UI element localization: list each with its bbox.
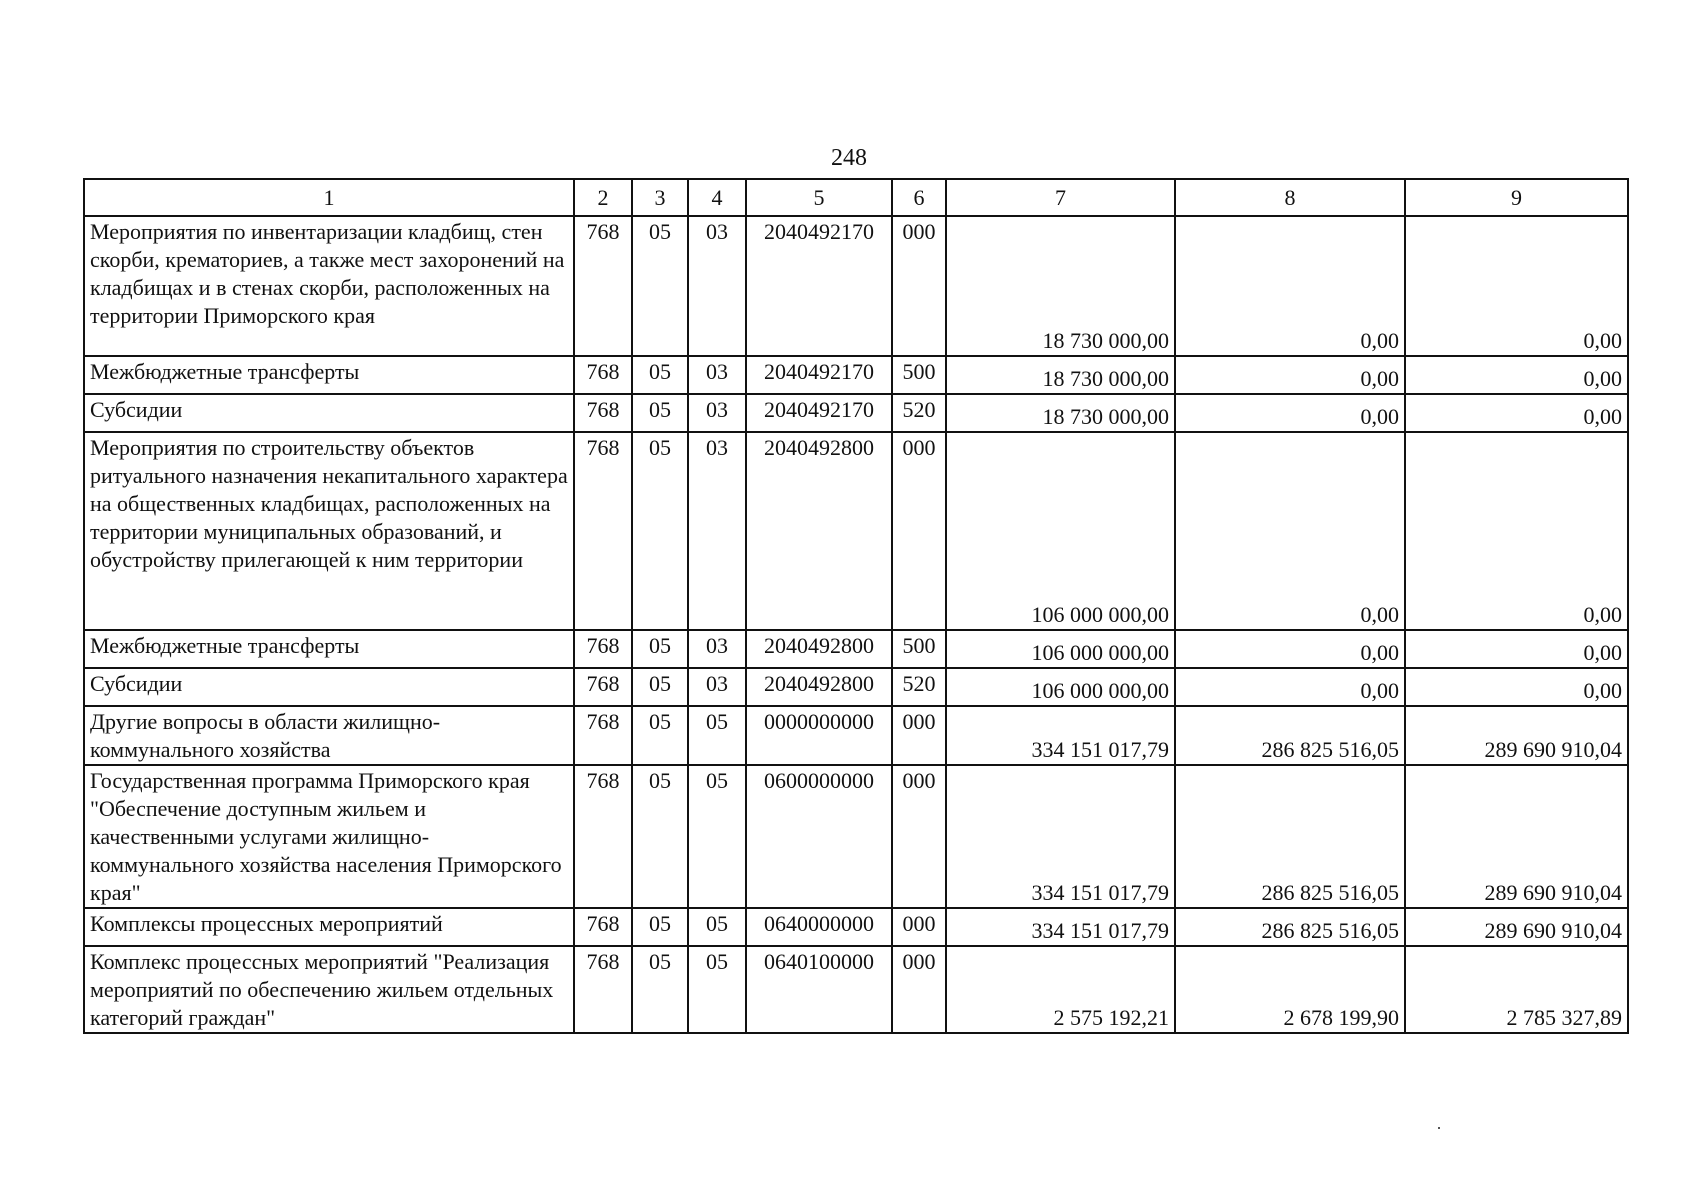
code-col-3: 05: [632, 946, 688, 1033]
code-col-6: 000: [892, 765, 946, 908]
amount-col-7: 334 151 017,79: [946, 908, 1175, 946]
code-col-3: 05: [632, 394, 688, 432]
column-header: 7: [946, 179, 1175, 216]
row-description: Межбюджетные трансферты: [84, 356, 574, 394]
code-col-2: 768: [574, 356, 632, 394]
amount-col-8: 0,00: [1175, 630, 1405, 668]
code-col-3: 05: [632, 706, 688, 765]
amount-col-9: 289 690 910,04: [1405, 706, 1628, 765]
column-header: 8: [1175, 179, 1405, 216]
column-header: 1: [84, 179, 574, 216]
table-row: [84, 946, 1628, 1033]
code-col-6: 000: [892, 946, 946, 1033]
amount-col-9: 0,00: [1405, 216, 1628, 356]
code-col-2: 768: [574, 765, 632, 908]
code-col-6: 000: [892, 216, 946, 356]
column-header: 5: [746, 179, 892, 216]
row-description: Субсидии: [84, 394, 574, 432]
code-col-4: 03: [688, 394, 746, 432]
code-col-3: 05: [632, 356, 688, 394]
amount-col-7: 106 000 000,00: [946, 630, 1175, 668]
row-description: Межбюджетные трансферты: [84, 630, 574, 668]
code-col-6: 520: [892, 394, 946, 432]
code-col-2: 768: [574, 908, 632, 946]
amount-col-8: 0,00: [1175, 394, 1405, 432]
amount-col-8: 286 825 516,05: [1175, 765, 1405, 908]
code-col-3: 05: [632, 908, 688, 946]
table-row: [84, 765, 1628, 908]
amount-col-7: 334 151 017,79: [946, 706, 1175, 765]
amount-col-8: 0,00: [1175, 432, 1405, 630]
code-col-5: 2040492800: [746, 630, 892, 668]
amount-col-8: 2 678 199,90: [1175, 946, 1405, 1033]
row-description: Другие вопросы в области жилищно-коммунального хозяйства: [84, 706, 574, 765]
amount-col-7: 334 151 017,79: [946, 765, 1175, 908]
code-col-5: 2040492170: [746, 216, 892, 356]
code-col-4: 05: [688, 706, 746, 765]
amount-col-7: 106 000 000,00: [946, 668, 1175, 706]
code-col-3: 05: [632, 765, 688, 908]
code-col-3: 05: [632, 216, 688, 356]
table-row: [84, 394, 1628, 432]
code-col-2: 768: [574, 946, 632, 1033]
code-col-5: 0600000000: [746, 765, 892, 908]
code-col-4: 03: [688, 356, 746, 394]
page-number: 248: [831, 145, 867, 171]
code-col-6: 000: [892, 908, 946, 946]
column-header: 9: [1405, 179, 1628, 216]
code-col-6: 520: [892, 668, 946, 706]
row-description: Государственная программа Приморского края "Обеспечение доступным жильем и качественными услугами жилищно-коммунального хозяйства населения Приморского края": [84, 765, 574, 908]
code-col-4: 03: [688, 216, 746, 356]
amount-col-7: 18 730 000,00: [946, 356, 1175, 394]
row-description: Субсидии: [84, 668, 574, 706]
amount-col-8: 286 825 516,05: [1175, 908, 1405, 946]
row-description: Комплекс процессных мероприятий "Реализация мероприятий по обеспечению жильем отдельных категорий граждан": [84, 946, 574, 1033]
column-number-row: [84, 179, 1628, 216]
table-row: [84, 432, 1628, 630]
amount-col-8: 0,00: [1175, 668, 1405, 706]
code-col-3: 05: [632, 630, 688, 668]
code-col-6: 000: [892, 706, 946, 765]
code-col-2: 768: [574, 668, 632, 706]
code-col-4: 05: [688, 908, 746, 946]
code-col-6: 500: [892, 630, 946, 668]
code-col-2: 768: [574, 394, 632, 432]
budget-table: [83, 178, 1629, 1034]
code-col-4: 03: [688, 668, 746, 706]
table-row: [84, 908, 1628, 946]
amount-col-8: 0,00: [1175, 216, 1405, 356]
code-col-5: 2040492170: [746, 394, 892, 432]
code-col-6: 000: [892, 432, 946, 630]
amount-col-7: 2 575 192,21: [946, 946, 1175, 1033]
row-description: Мероприятия по инвентаризации кладбищ, стен скорби, крематориев, а также мест захоронений на кладбищах и в стенах скорби, расположенных на территории Приморского края: [84, 216, 574, 356]
code-col-5: 2040492800: [746, 668, 892, 706]
code-col-5: 2040492170: [746, 356, 892, 394]
code-col-4: 03: [688, 432, 746, 630]
row-description: Мероприятия по строительству объектов ритуального назначения некапитального характера на общественных кладбищах, расположенных на территории муниципальных образований, и обустройству прилегающей к ним территории: [84, 432, 574, 630]
amount-col-9: 289 690 910,04: [1405, 908, 1628, 946]
column-header: 2: [574, 179, 632, 216]
amount-col-9: 0,00: [1405, 668, 1628, 706]
table-row: [84, 668, 1628, 706]
amount-col-8: 286 825 516,05: [1175, 706, 1405, 765]
table-row: [84, 356, 1628, 394]
column-header: 6: [892, 179, 946, 216]
amount-col-7: 18 730 000,00: [946, 216, 1175, 356]
code-col-5: 0640000000: [746, 908, 892, 946]
code-col-4: 03: [688, 630, 746, 668]
code-col-2: 768: [574, 432, 632, 630]
code-col-4: 05: [688, 765, 746, 908]
column-header: 4: [688, 179, 746, 216]
code-col-2: 768: [574, 630, 632, 668]
code-col-2: 768: [574, 706, 632, 765]
code-col-6: 500: [892, 356, 946, 394]
row-description: Комплексы процессных мероприятий: [84, 908, 574, 946]
column-header: 3: [632, 179, 688, 216]
amount-col-9: 2 785 327,89: [1405, 946, 1628, 1033]
amount-col-9: 0,00: [1405, 432, 1628, 630]
amount-col-8: 0,00: [1175, 356, 1405, 394]
table-row: [84, 630, 1628, 668]
scan-speck: [1438, 1127, 1440, 1129]
table-row: [84, 216, 1628, 356]
code-col-2: 768: [574, 216, 632, 356]
code-col-3: 05: [632, 432, 688, 630]
code-col-4: 05: [688, 946, 746, 1033]
amount-col-7: 106 000 000,00: [946, 432, 1175, 630]
amount-col-9: 0,00: [1405, 394, 1628, 432]
amount-col-9: 289 690 910,04: [1405, 765, 1628, 908]
amount-col-9: 0,00: [1405, 630, 1628, 668]
code-col-3: 05: [632, 668, 688, 706]
code-col-5: 2040492800: [746, 432, 892, 630]
amount-col-7: 18 730 000,00: [946, 394, 1175, 432]
code-col-5: 0640100000: [746, 946, 892, 1033]
code-col-5: 0000000000: [746, 706, 892, 765]
table-row: [84, 706, 1628, 765]
amount-col-9: 0,00: [1405, 356, 1628, 394]
